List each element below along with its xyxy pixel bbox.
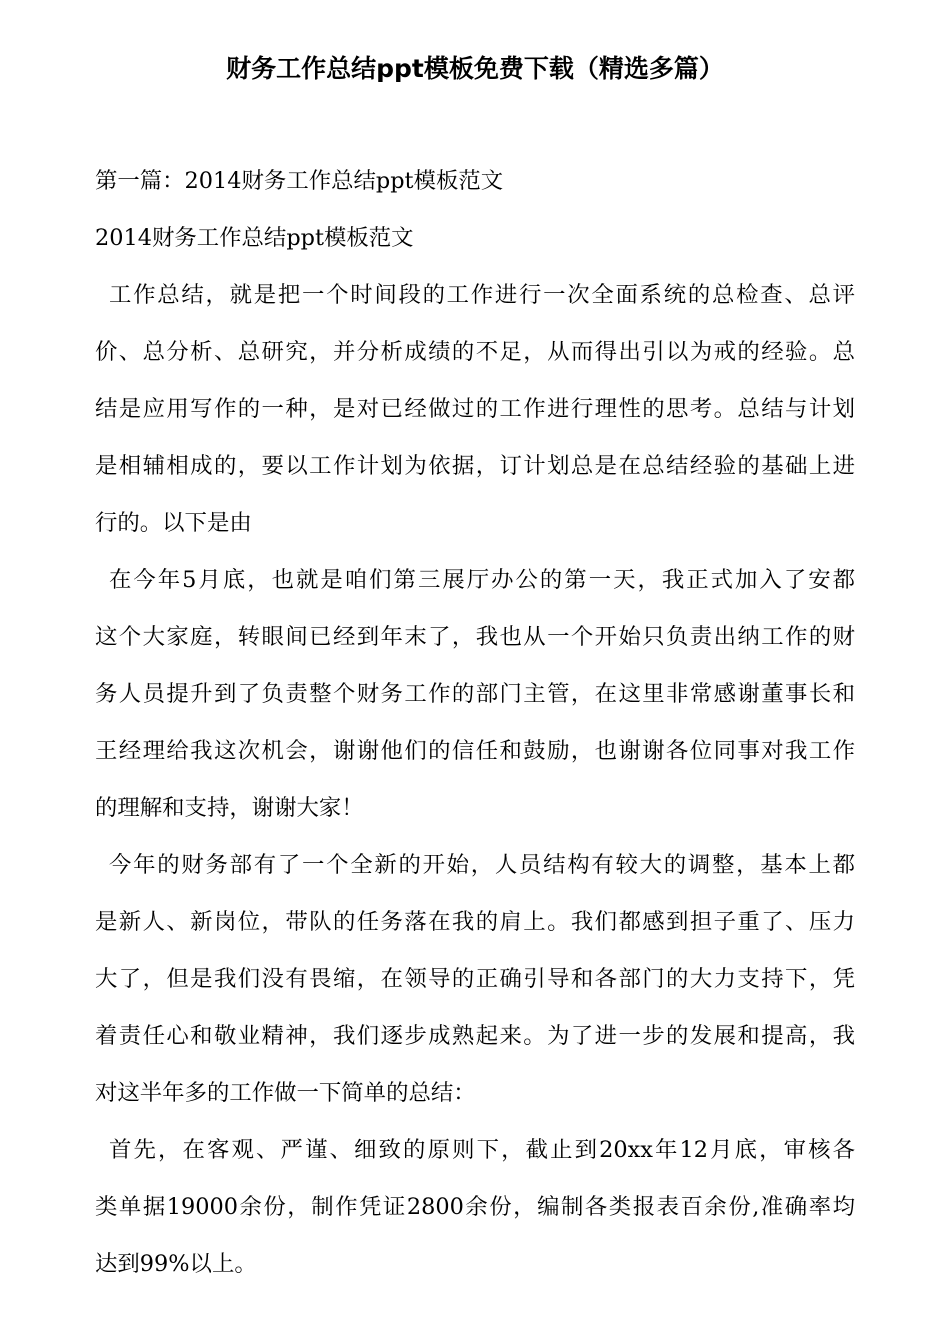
paragraph-3 [95, 837, 855, 1122]
paragraph-line: 这个大家庭，转眼间已经到年末了，我也从一个开始只负责出纳工作的财 [95, 624, 855, 650]
document-body [95, 153, 855, 1293]
paragraph-line: 是相辅相成的，要以工作计划为依据，订计划总是在总结经验的基础上进 [95, 453, 855, 479]
subheading: 2014财务工作总结ppt模板范文 [95, 225, 414, 251]
paragraph-line: 着责任心和敬业精神，我们逐步成熟起来。为了进一步的发展和提高，我 [95, 1023, 855, 1049]
section-heading: 第一篇：2014财务工作总结ppt模板范文 [95, 168, 504, 194]
paragraph-line: 工作总结，就是把一个时间段的工作进行一次全面系统的总检查、总评 [109, 282, 855, 308]
paragraph-line: 务人员提升到了负责整个财务工作的部门主管，在这里非常感谢董事长和 [95, 681, 855, 707]
paragraph-line: 达到99%以上。 [95, 1251, 257, 1277]
paragraph-line: 结是应用写作的一种，是对已经做过的工作进行理性的思考。总结与计划 [95, 396, 855, 422]
paragraph-1 [95, 267, 855, 552]
paragraph-line: 今年的财务部有了一个全新的开始，人员结构有较大的调整，基本上都 [109, 852, 855, 878]
paragraph-line: 在今年5月底，也就是咱们第三展厅办公的第一天，我正式加入了安都 [109, 567, 855, 593]
paragraph-line: 的理解和支持，谢谢大家！ [95, 795, 364, 821]
paragraph-line: 大了，但是我们没有畏缩，在领导的正确引导和各部门的大力支持下，凭 [95, 966, 855, 992]
paragraph-line: 行的。以下是由 [95, 510, 252, 536]
paragraph-line: 类单据19000余份，制作凭证2800余份，编制各类报表百余份,准确率均 [95, 1194, 855, 1220]
paragraph-line: 对这半年多的工作做一下简单的总结： [95, 1080, 476, 1106]
paragraph-line: 王经理给我这次机会，谢谢他们的信任和鼓励，也谢谢各位同事对我工作 [95, 738, 855, 764]
paragraph-line: 首先，在客观、严谨、细致的原则下，截止到20xx年12月底，审核各 [109, 1137, 855, 1163]
paragraph-line: 价、总分析、总研究，并分析成绩的不足，从而得出引以为戒的经验。总 [95, 339, 855, 365]
paragraph-line: 是新人、新岗位，带队的任务落在我的肩上。我们都感到担子重了、压力 [95, 909, 855, 935]
document-title: 财务工作总结ppt模板免费下载（精选多篇） [226, 54, 724, 83]
paragraph-2 [95, 552, 855, 837]
paragraph-4 [95, 1122, 855, 1293]
